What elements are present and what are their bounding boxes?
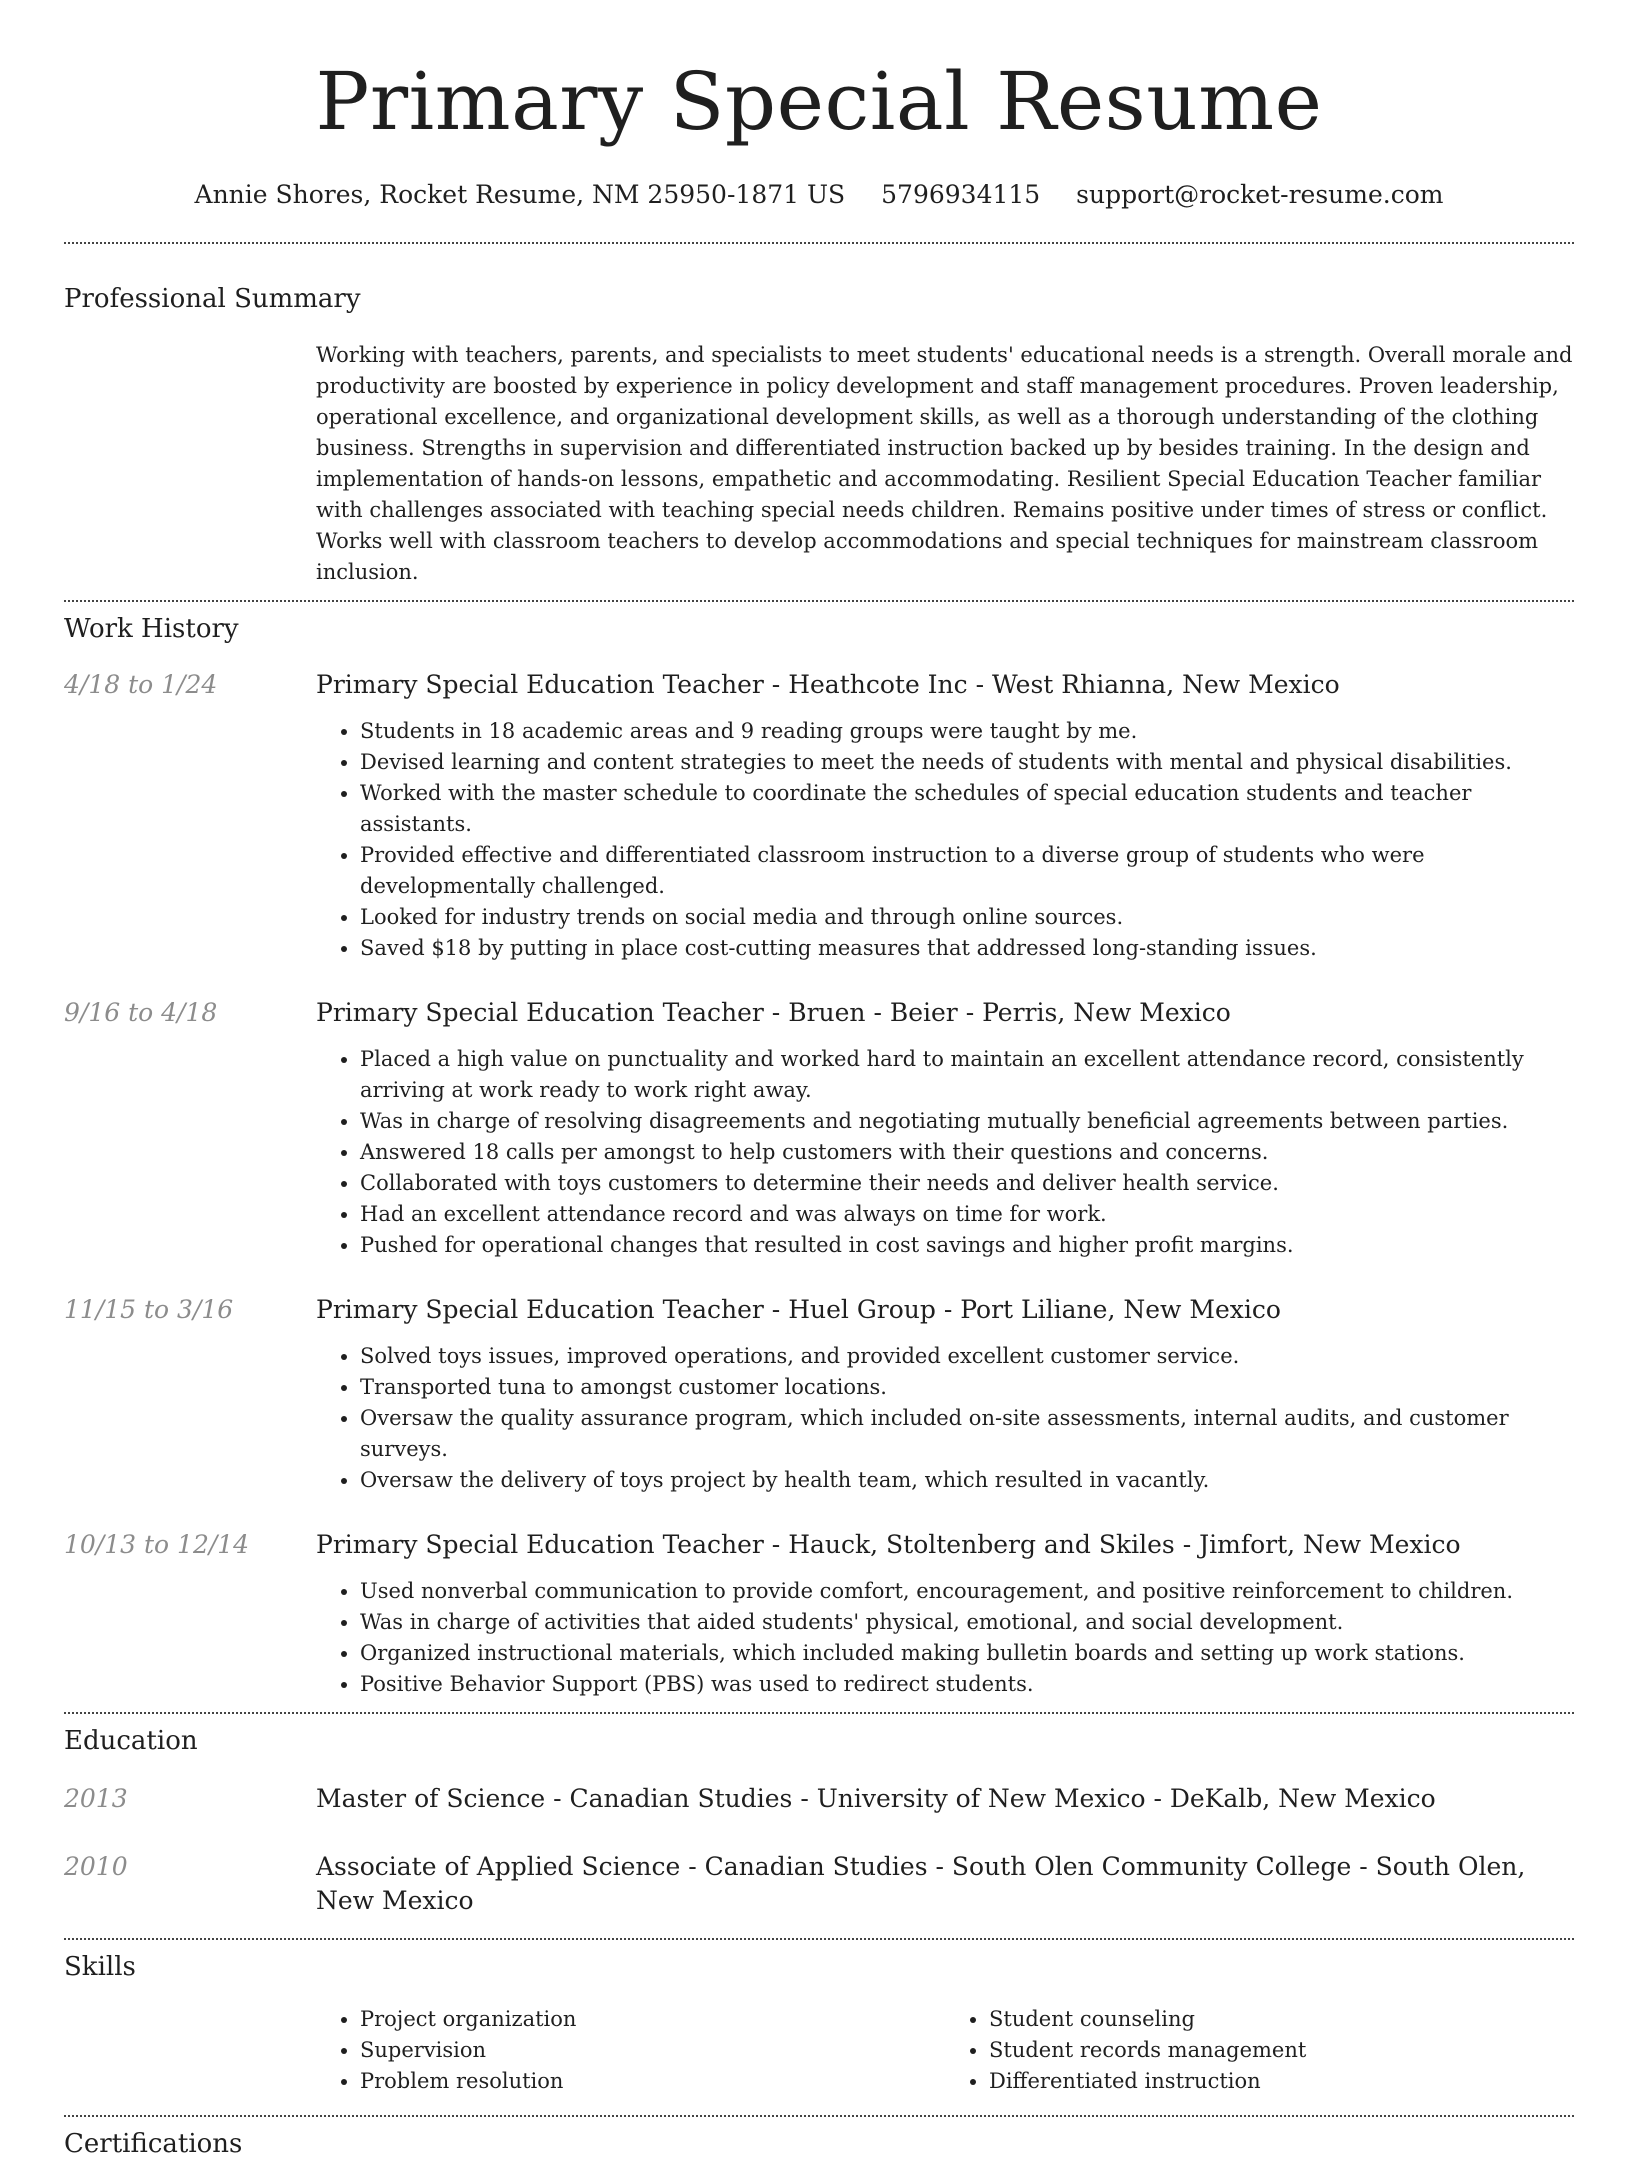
contact-line: [64, 178, 1574, 212]
list-item: • Student records management: [989, 2035, 1574, 2066]
list-item: • Placed a high value on punctuality and worked hard to maintain an excellent attendance record, consistently arriving at work ready to work right away.: [360, 1044, 1574, 1106]
job-bullets: [316, 1576, 1574, 1700]
job-entry: [64, 1293, 1574, 1496]
job-dates: 9/16 to 4/18: [64, 998, 218, 1027]
divider: [64, 1712, 1574, 1714]
summary-row: [64, 340, 1574, 588]
skills-list-left: [316, 2004, 945, 2097]
education-text: Associate of Applied Science - Canadian Studies - South Olen Community College - South Olen, New Mexico: [316, 1852, 1526, 1915]
list-item: • Collaborated with toys customers to determine their needs and deliver health service.: [360, 1168, 1574, 1199]
section-title-education: Education: [64, 1726, 198, 1756]
list-item: • Saved $18 by putting in place cost-cutting measures that addressed long-standing issues.: [360, 933, 1574, 964]
summary-spacer: [64, 340, 316, 588]
list-item: • Students in 18 academic areas and 9 reading groups were taught by me.: [360, 716, 1574, 747]
job-dates: 10/13 to 12/14: [64, 1530, 250, 1559]
list-item: • Had an excellent attendance record and was always on time for work.: [360, 1199, 1574, 1230]
education-year: 2010: [64, 1852, 128, 1881]
list-item: • Problem resolution: [360, 2066, 945, 2097]
list-item: • Pushed for operational changes that resulted in cost savings and higher profit margins.: [360, 1230, 1574, 1261]
divider: [64, 2115, 1574, 2117]
page-title: Primary Special Resume: [315, 55, 1323, 148]
skills-spacer: [64, 2004, 316, 2097]
list-item: • Supervision: [360, 2035, 945, 2066]
contact-phone: 5796934115: [881, 180, 1041, 209]
list-item: • Worked with the master schedule to coordinate the schedules of special education students and teacher assistants.: [360, 778, 1574, 840]
list-item: • Provided effective and differentiated classroom instruction to a diverse group of students who were developmentally challenged.: [360, 840, 1574, 902]
skills-list-right: [945, 2004, 1574, 2097]
list-item: • Used nonverbal communication to provide comfort, encouragement, and positive reinforcement to children.: [360, 1576, 1574, 1607]
list-item: • Was in charge of activities that aided students' physical, emotional, and social development.: [360, 1607, 1574, 1638]
list-item: • Answered 18 calls per amongst to help customers with their questions and concerns.: [360, 1137, 1574, 1168]
list-item: • Organized instructional materials, which included making bulletin boards and setting up work stations.: [360, 1638, 1574, 1669]
list-item: • Differentiated instruction: [989, 2066, 1574, 2097]
job-dates: 4/18 to 1/24: [64, 670, 218, 699]
education-entry: [64, 1782, 1574, 1816]
education-year: 2013: [64, 1784, 128, 1813]
job-dates: 11/15 to 3/16: [64, 1295, 234, 1324]
section-title-work: Work History: [64, 614, 239, 644]
resume-page: [64, 0, 1574, 2161]
education-text: Master of Science - Canadian Studies - University of New Mexico - DeKalb, New Mexico: [316, 1784, 1436, 1813]
list-item: • Project organization: [360, 2004, 945, 2035]
job-bullets: [316, 1044, 1574, 1261]
section-title-skills: Skills: [64, 1952, 136, 1982]
list-item: • Oversaw the delivery of toys project by health team, which resulted in vacantly.: [360, 1465, 1574, 1496]
list-item: • Oversaw the quality assurance program, which included on-site assessments, internal audits, and customer surveys.: [360, 1403, 1574, 1465]
job-bullets: [316, 1341, 1574, 1496]
list-item: • Looked for industry trends on social media and through online sources.: [360, 902, 1574, 933]
list-item: • Solved toys issues, improved operations, and provided excellent customer service.: [360, 1341, 1574, 1372]
list-item: • Was in charge of resolving disagreements and negotiating mutually beneficial agreements between parties.: [360, 1106, 1574, 1137]
contact-address: Annie Shores, Rocket Resume, NM 25950-1871 US: [194, 180, 846, 209]
list-item: • Transported tuna to amongst customer locations.: [360, 1372, 1574, 1403]
contact-email: support@rocket-resume.com: [1076, 180, 1444, 209]
list-item: • Student counseling: [989, 2004, 1574, 2035]
summary-text: Working with teachers, parents, and specialists to meet students' educational needs is a strength. Overall morale and productivity are boosted by experience in policy development and staff management procedures. Proven leadership, operational excellence, and organizational development skills, as well as a thorough understanding of the clothing business. Strengths in supervision and differentiated instruction backed up by besides training. In the design and implementation of hands-on lessons, empathetic and accommodating. Resilient Special Education Teacher familiar with challenges associated with teaching special needs children. Remains positive under times of stress or conflict. Works well with classroom teachers to develop accommodations and special techniques for mainstream classroom inclusion.: [316, 343, 1573, 584]
divider: [64, 600, 1574, 602]
job-entry: [64, 1528, 1574, 1700]
job-title: Primary Special Education Teacher - Hauck, Stoltenberg and Skiles - Jimfort, New Mexico: [316, 1530, 1461, 1559]
education-entry: [64, 1850, 1574, 1918]
list-item: • Positive Behavior Support (PBS) was used to redirect students.: [360, 1669, 1574, 1700]
list-item: • Devised learning and content strategies to meet the needs of students with mental and physical disabilities.: [360, 747, 1574, 778]
section-title-certifications: Certifications: [64, 2129, 243, 2159]
section-title-summary: Professional Summary: [64, 284, 361, 314]
job-title: Primary Special Education Teacher - Heathcote Inc - West Rhianna, New Mexico: [316, 670, 1340, 699]
job-entry: [64, 996, 1574, 1261]
divider: [64, 242, 1574, 244]
skills-grid: [316, 2004, 1574, 2097]
job-bullets: [316, 716, 1574, 964]
divider: [64, 1938, 1574, 1940]
skills-row: [64, 2004, 1574, 2097]
job-title: Primary Special Education Teacher - Bruen - Beier - Perris, New Mexico: [316, 998, 1231, 1027]
job-entry: [64, 668, 1574, 964]
job-title: Primary Special Education Teacher - Huel Group - Port Liliane, New Mexico: [316, 1295, 1281, 1324]
